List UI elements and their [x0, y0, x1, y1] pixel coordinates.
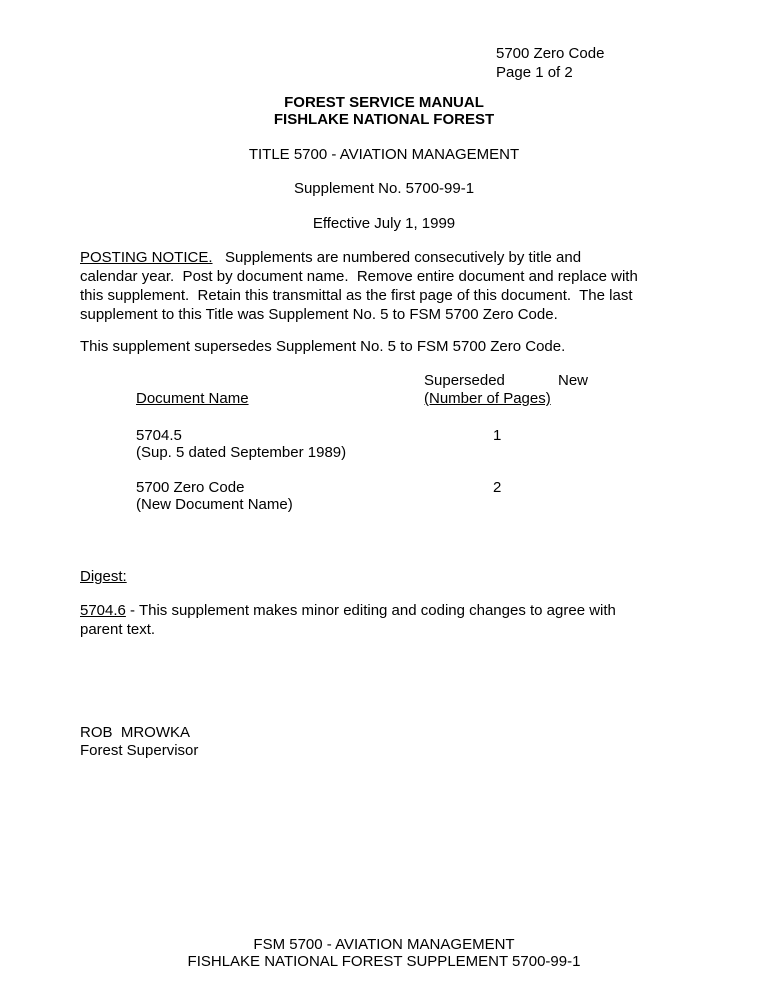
- document-title: TITLE 5700 - AVIATION MANAGEMENT: [248, 146, 520, 163]
- posting-notice-line-3: this supplement. Retain this transmittal as the first page of this document. The last: [80, 287, 633, 304]
- column-header-number-of-pages: (Number of Pages): [424, 390, 551, 407]
- forest-title: FISHLAKE NATIONAL FOREST: [273, 111, 495, 128]
- digest-line-1: [80, 601, 688, 620]
- supplement-number: Supplement No. 5700-99-1: [293, 180, 475, 197]
- table-row-2-pages: 2: [493, 479, 502, 496]
- column-header-document-name: Document Name: [136, 390, 249, 407]
- digest-text-1: - This supplement makes minor editing and coding changes to agree with: [125, 602, 616, 619]
- posting-notice-text-1: Supplements are numbered consecutively by title and: [225, 249, 582, 266]
- column-header-superseded: Superseded: [424, 372, 505, 389]
- footer-line-2: FISHLAKE NATIONAL FOREST SUPPLEMENT 5700-99-1: [187, 953, 581, 970]
- table-row-2-name: 5700 Zero Code: [136, 479, 245, 496]
- table-row-2-note: (New Document Name): [136, 496, 293, 513]
- footer-line-1: FSM 5700 - AVIATION MANAGEMENT: [253, 936, 515, 953]
- table-row-1-pages: 1: [493, 427, 502, 444]
- posting-notice: [80, 248, 688, 324]
- posting-notice-line-2: calendar year. Post by document name. Remove entire document and replace with: [80, 268, 638, 285]
- header-code: 5700 Zero Code: [496, 45, 605, 62]
- posting-notice-line-1: [80, 248, 688, 267]
- column-header-new: New: [558, 372, 589, 389]
- effective-date: Effective July 1, 1999: [312, 215, 456, 232]
- signature-name: ROB MROWKA: [80, 724, 191, 741]
- signature-role: Forest Supervisor: [80, 742, 199, 759]
- table-row-1-name: 5704.5: [136, 427, 182, 444]
- digest-body: [80, 601, 688, 639]
- digest-reference: 5704.6: [80, 602, 126, 619]
- posting-notice-line-4: supplement to this Title was Supplement No. 5 to FSM 5700 Zero Code.: [80, 306, 558, 323]
- digest-line-2: parent text.: [80, 621, 156, 638]
- digest-label: Digest:: [80, 568, 127, 585]
- supersedes-statement: This supplement supersedes Supplement No. 5 to FSM 5700 Zero Code.: [80, 338, 566, 355]
- table-row-1-note: (Sup. 5 dated September 1989): [136, 444, 347, 461]
- manual-title: FOREST SERVICE MANUAL: [284, 94, 484, 111]
- posting-notice-label: POSTING NOTICE.: [80, 249, 213, 266]
- header-page: Page 1 of 2: [496, 64, 573, 81]
